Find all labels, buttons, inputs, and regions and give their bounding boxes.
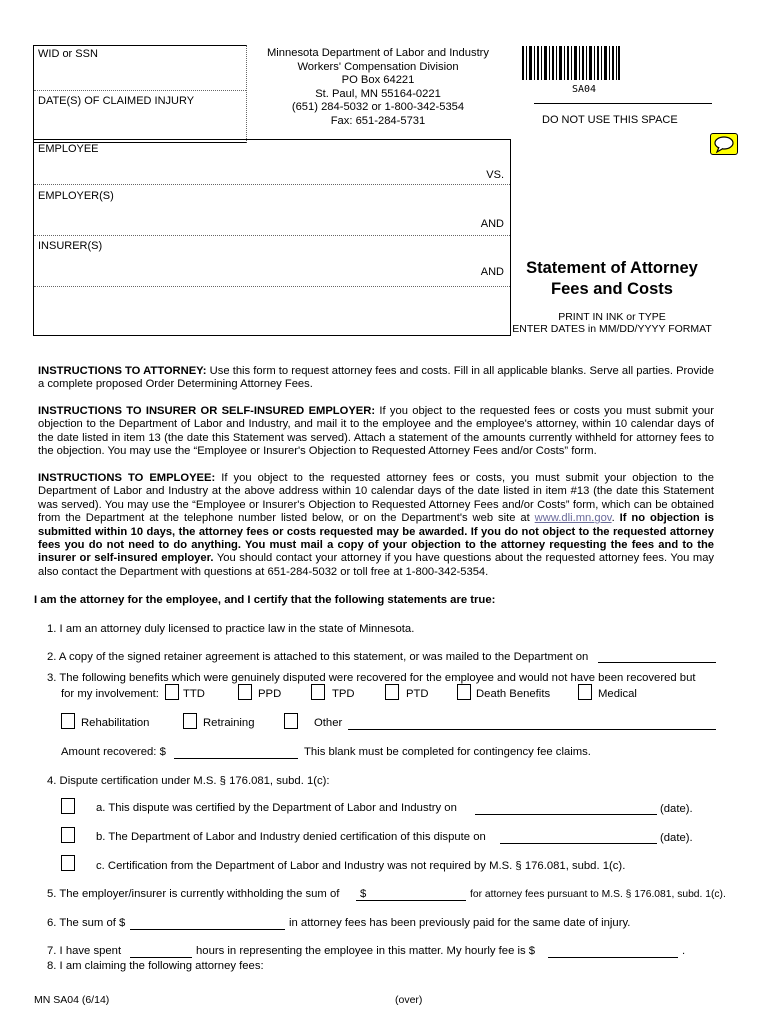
dli-website-link[interactable]: www.dli.mn.gov [534, 512, 612, 525]
denied-date-field[interactable] [500, 843, 657, 844]
employee-instructions: INSTRUCTIONS TO EMPLOYEE: If you object to the requested attorney fees or costs, you must submit your objection to the Department of Labor and Industry at the above address within 10 calendar days of the date listed in item #13 (the date this Statement was served). You may use the “Employee or Insurer's Objection to Requested Attorney Fees and/or Costs” form, which can be obtained from the Department at the telephone number listed below, or on the Department's web site at www.dli.mn.gov. If no objection is submitted within 10 days, the attorney fees or costs requested may be awarded. If you do not object to the requested attorney fees you do not need to do anything. You must mail a copy of your objection to the attorney requesting the fees and to the insurer or self-insured employer. You should contact your attorney if you have questions about the requested attorney fees. You may also contact the Department with questions at 651-284-5032 or toll free at 1-800-342-5354. [38, 472, 715, 578]
insurer-instructions-body: If you object to the requested fees or costs you must submit your objection to the Department of Labor and Industry, and mail it to the employee and the employee's attorney, within 10 calendar days of the date listed in item 13 (the date this Statement was served). Attach a statement of the amounts currently withheld for attorney fees to the objection. You may use the “Employee or Insurer's Objection to Requested Attorney Fees and/or Costs” form. [38, 405, 715, 458]
employee-field[interactable] [36, 158, 476, 182]
comment-icon[interactable] [710, 133, 738, 155]
certified-date-field[interactable] [475, 814, 657, 815]
medical-checkbox[interactable] [578, 684, 592, 700]
agency-address [240, 47, 516, 129]
title-line-1: Statement of Attorney [526, 259, 698, 277]
ppd-checkbox[interactable] [238, 684, 252, 700]
amount-recovered-label: Amount recovered: $ [61, 746, 166, 758]
parties-divider [34, 286, 510, 287]
item-4: 4. Dispute certification under M.S. § 176.081, subd. 1(c): [47, 775, 330, 787]
ttd-label: TTD [183, 688, 205, 700]
item-3-line-2: for my involvement: [61, 688, 159, 700]
item-5-tail: for attorney fees pursuant to M.S. § 176.081, subd. 1(c). [470, 889, 726, 900]
agency-line: Fax: 651-284-5731 [330, 114, 426, 127]
form-id: MN SA04 (6/14) [34, 994, 110, 1006]
ppd-label: PPD [258, 688, 282, 700]
death-benefits-label: Death Benefits [476, 688, 551, 700]
parties-divider [34, 235, 510, 236]
employee-instructions-heading: INSTRUCTIONS TO EMPLOYEE: [38, 472, 216, 484]
tpd-label: TPD [332, 688, 355, 700]
attorney-instructions-heading: INSTRUCTIONS TO ATTORNEY: [38, 365, 207, 377]
wid-ssn-field[interactable] [36, 62, 242, 88]
withholding-amount-field[interactable] [356, 900, 466, 901]
item-1: 1. I am an attorney duly licensed to practice law in the state of Minnesota. [47, 623, 415, 635]
employee-instructions-warning: If no objection is submitted within 10 days, the attorney fees or costs requested may be awarded. If you do not object to the requested attorney fees you do not need to do anything. You must mail a copy of your objection to the attorney requesting the fees and to the insurer or self-insured employer. [38, 512, 715, 565]
and-label-1: AND [480, 218, 504, 230]
amount-recovered-field[interactable] [174, 758, 298, 759]
date-suffix: (date). [660, 832, 693, 844]
form-title [512, 258, 712, 300]
item-2: 2. A copy of the signed retainer agreement is attached to this statement, or was mailed to the Department on [47, 651, 589, 663]
barcode-text: SA04 [572, 84, 597, 95]
additional-party-field[interactable] [36, 290, 506, 332]
attorney-instructions-body: Use this form to request attorney fees and costs. Fill in all applicable blanks. Serve all parties. Provide a complete proposed Order Determining Attorney Fees. [38, 365, 715, 391]
wid-ssn-label: WID or SSN [38, 48, 98, 60]
rehabilitation-checkbox[interactable] [61, 713, 75, 729]
item-6: 6. The sum of $ [47, 917, 126, 929]
agency-line: St. Paul, MN 55164-0221 [315, 87, 441, 100]
ptd-label: PTD [406, 688, 429, 700]
item-7-middle: hours in representing the employee in this matter. My hourly fee is $ [196, 945, 536, 957]
ptd-checkbox[interactable] [385, 684, 399, 700]
tpd-checkbox[interactable] [311, 684, 325, 700]
other-checkbox[interactable] [284, 713, 298, 729]
retraining-checkbox[interactable] [183, 713, 197, 729]
previously-paid-field[interactable] [130, 929, 285, 930]
item-6-tail: in attorney fees has been previously paid for the same date of injury. [289, 917, 631, 929]
attorney-instructions [38, 365, 714, 392]
injury-date-field[interactable] [36, 110, 242, 140]
print-note: PRINT IN INK or TYPE [558, 311, 666, 323]
date-suffix: (date). [660, 803, 693, 815]
do-not-use-label: DO NOT USE THIS SPACE [542, 114, 678, 126]
hourly-fee-field[interactable] [548, 957, 678, 958]
death-benefits-checkbox[interactable] [457, 684, 471, 700]
date-format-note: ENTER DATES in MM/DD/YYYY FORMAT [512, 323, 712, 335]
header-id-box [33, 45, 247, 143]
hours-field[interactable] [130, 957, 192, 958]
employee-instructions-body: If you object to the requested attorney fees or costs, you must submit your objection to the Department of Labor and Industry at the above address within 10 calendar days of the date listed in item #13 (the date this Statement was served). You may use the “Employee or Insurer's Objection to Requested Attorney Fees and/or Costs” form, which can be obtained from the Department at the telephone number listed below, or on the Department's web site at [38, 472, 714, 525]
item-7-end: . [682, 945, 686, 957]
item-5-dollar: $ [360, 888, 367, 900]
header-divider [34, 90, 246, 91]
item-5: 5. The employer/insurer is currently withholding the sum of [47, 888, 340, 900]
and-label-2: AND [480, 266, 504, 278]
item-4b: b. The Department of Labor and Industry denied certification of this dispute on [96, 831, 486, 843]
other-field[interactable] [348, 729, 716, 730]
certified-checkbox[interactable] [61, 798, 75, 814]
parties-box [33, 139, 511, 336]
item-8: 8. I am claiming the following attorney fees: [47, 960, 264, 972]
item-4c: c. Certification from the Department of Labor and Industry was not required by M.S. § 176.081, subd. 1(c). [96, 860, 626, 872]
title-line-2: Fees and Costs [551, 280, 673, 298]
item-3-line-1: 3. The following benefits which were genuinely disputed were recovered for the employee and would not have been recovered but [47, 672, 696, 684]
agency-line: Workers' Compensation Division [297, 60, 459, 73]
amount-recovered-note: This blank must be completed for contingency fee claims. [304, 746, 591, 758]
employee-instructions-contact: You should contact your attorney if you have questions about the requested attorney fees. You may also contact the Department with questions at 651-284-5032 or toll free at 1-800-342-5354. [38, 552, 715, 578]
certification-statement: I am the attorney for the employee, and I certify that the following statements are true: [34, 594, 496, 606]
insurers-field[interactable] [36, 254, 476, 284]
not-required-checkbox[interactable] [61, 855, 75, 871]
employers-field[interactable] [36, 204, 476, 232]
agency-line: (651) 284-5032 or 1-800-342-5354 [291, 101, 465, 114]
insurer-instructions [38, 405, 714, 459]
do-not-use-rule [534, 103, 712, 104]
vs-label: VS. [486, 169, 504, 181]
retraining-label: Retraining [203, 717, 255, 729]
injury-date-label: DATE(S) OF CLAIMED INJURY [38, 95, 195, 107]
item-7-start: 7. I have spent [47, 945, 122, 957]
agency-line: Minnesota Department of Labor and Industry [266, 47, 489, 59]
insurer-instructions-heading: INSTRUCTIONS TO INSURER OR SELF-INSURED EMPLOYER: [38, 405, 376, 417]
rehabilitation-label: Rehabilitation [81, 717, 150, 729]
item-2-date-field[interactable] [598, 662, 716, 663]
employers-label: EMPLOYER(S) [38, 190, 114, 202]
ttd-checkbox[interactable] [165, 684, 179, 700]
over-label: (over) [395, 994, 423, 1006]
denied-checkbox[interactable] [61, 827, 75, 843]
employee-label: EMPLOYEE [38, 143, 99, 155]
barcode [522, 46, 620, 86]
insurers-label: INSURER(S) [38, 240, 103, 252]
other-label: Other [314, 717, 343, 729]
parties-divider [34, 184, 510, 185]
medical-label: Medical [598, 688, 637, 700]
agency-line: PO Box 64221 [341, 74, 415, 87]
item-4a: a. This dispute was certified by the Department of Labor and Industry on [96, 802, 457, 814]
